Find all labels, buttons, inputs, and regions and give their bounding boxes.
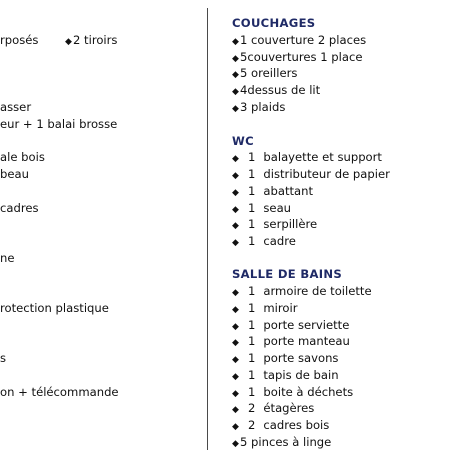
item-qty: 1 — [248, 201, 256, 215]
left-line-1 — [0, 32, 38, 48]
bullet-icon: ◆ — [232, 288, 239, 298]
item-qty: 1 — [248, 351, 256, 365]
left-line-10: on + télécommande — [0, 385, 119, 399]
wc-item — [232, 233, 296, 249]
sdb-item — [232, 367, 339, 383]
left-line-2: asser — [0, 100, 32, 114]
item-text: porte savons — [263, 351, 339, 365]
bullet-icon: ◆ — [232, 322, 239, 332]
bullet-icon: ◆ — [232, 87, 239, 97]
item-text: 5 pinces à linge — [240, 435, 332, 449]
item-text: tapis de bain — [263, 368, 339, 382]
bullet-icon: ◆ — [232, 439, 239, 449]
item-text: étagères — [263, 401, 315, 415]
item-text: 5couvertures 1 place — [240, 50, 363, 64]
couchages-heading: COUCHAGES — [232, 16, 316, 30]
sdb-item — [232, 434, 331, 450]
couchages-item — [232, 65, 297, 81]
item-qty: 2 — [248, 401, 256, 415]
item-qty: 1 — [248, 385, 256, 399]
item-qty: 1 — [248, 301, 256, 315]
left-line-7: ne — [0, 251, 15, 265]
bullet-icon: ◆ — [232, 422, 239, 432]
couchages-item — [232, 49, 362, 65]
item-qty: 1 — [248, 334, 256, 348]
item-text: seau — [263, 201, 292, 215]
wc-item — [232, 216, 317, 232]
bullet-icon: ◆ — [232, 405, 239, 415]
bullet-icon: ◆ — [232, 37, 239, 47]
sdb-item — [232, 350, 338, 366]
item-qty: 1 — [248, 167, 256, 181]
sdb-item — [232, 317, 349, 333]
item-qty: 1 — [248, 217, 256, 231]
bullet-icon: ◆ — [232, 205, 239, 215]
item-qty: 1 — [248, 368, 256, 382]
left-line-4: ale bois — [0, 150, 45, 164]
item-text: 3 plaids — [240, 100, 286, 114]
couchages-item — [232, 32, 366, 48]
wc-item — [232, 183, 313, 199]
column-divider — [207, 8, 208, 450]
item-text: 4dessus de lit — [240, 83, 321, 97]
couchages-item — [232, 99, 285, 115]
sdb-item — [232, 400, 314, 416]
item-text: miroir — [263, 301, 298, 315]
item-text: porte serviette — [263, 318, 350, 332]
item-text: abattant — [263, 184, 314, 198]
item-text: cadres bois — [263, 418, 330, 432]
item-qty: 2 — [248, 418, 256, 432]
item-text: serpillère — [263, 217, 318, 231]
bullet-icon: ◆ — [232, 70, 239, 80]
sdb-item — [232, 283, 372, 299]
bullet-icon: ◆ — [232, 355, 239, 365]
bullet-icon: ◆ — [232, 389, 239, 399]
item-qty: 1 — [248, 234, 256, 248]
item-qty: 1 — [248, 284, 256, 298]
bullet-icon: ◆ — [232, 305, 239, 315]
item-qty: 1 — [248, 150, 256, 164]
bullet-icon: ◆ — [232, 221, 239, 231]
left-line-3: eur + 1 balai brosse — [0, 117, 118, 131]
bullet-icon: ◆ — [232, 154, 239, 164]
sdb-item — [232, 384, 353, 400]
right-column — [232, 0, 450, 450]
left-line-1-text: rposés — [0, 33, 39, 47]
wc-heading: WC — [232, 134, 254, 148]
item-text: porte manteau — [263, 334, 350, 348]
item-text: 5 oreillers — [240, 66, 298, 80]
sdb-item — [232, 300, 298, 316]
bullet-icon: ◆ — [232, 238, 239, 248]
bullet-icon: ◆ — [232, 372, 239, 382]
bullet-icon: ◆ — [232, 54, 239, 64]
left-line-9: s — [0, 351, 7, 365]
wc-item — [232, 200, 291, 216]
sdb-item — [232, 333, 350, 349]
item-qty: 1 — [248, 318, 256, 332]
bullet-icon: ◆ — [232, 104, 239, 114]
item-text: cadre — [263, 234, 296, 248]
bullet-icon: ◆ — [232, 171, 239, 181]
item-text: boite à déchets — [263, 385, 354, 399]
item-text: distributeur de papier — [263, 167, 390, 181]
left-line-6: cadres — [0, 201, 39, 215]
item-text: balayette et support — [263, 150, 382, 164]
couchages-item — [232, 82, 320, 98]
wc-item — [232, 166, 390, 182]
wc-item — [232, 149, 382, 165]
left-line-1b-text: 2 tiroirs — [73, 33, 118, 47]
left-line-1-b — [65, 32, 117, 50]
bullet-icon: ◆ — [65, 37, 72, 47]
item-text: armoire de toilette — [263, 284, 372, 298]
left-column — [0, 0, 205, 450]
sdb-item — [232, 417, 329, 433]
bullet-icon: ◆ — [232, 188, 239, 198]
left-line-8: rotection plastique — [0, 301, 109, 315]
left-line-5: beau — [0, 167, 29, 181]
item-text: 1 couverture 2 places — [240, 33, 367, 47]
bullet-icon: ◆ — [232, 338, 239, 348]
item-qty: 1 — [248, 184, 256, 198]
salle-de-bains-heading: SALLE DE BAINS — [232, 267, 343, 281]
